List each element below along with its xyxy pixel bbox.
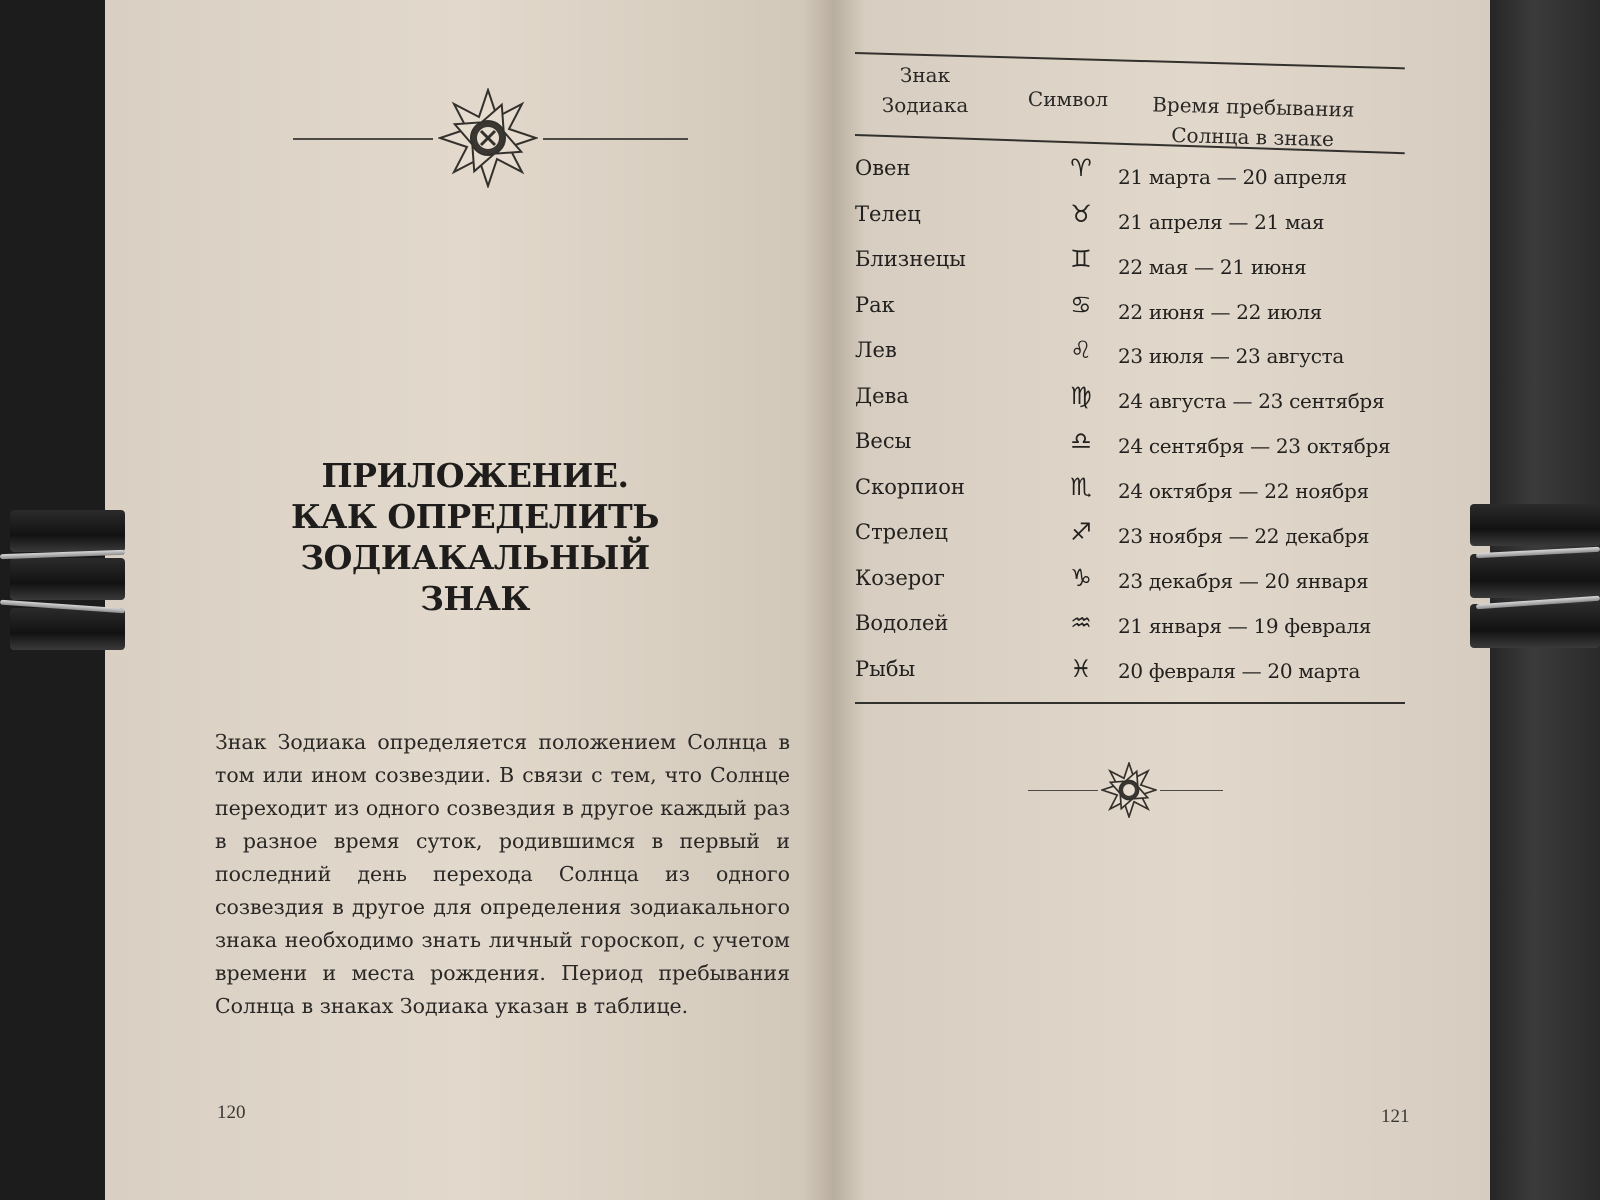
ornament-rule-left <box>293 138 433 140</box>
sun-period: 23 июля — 23 августа <box>1118 344 1345 369</box>
sun-period: 23 декабря — 20 января <box>1118 568 1369 593</box>
clip-jaw <box>1470 604 1600 648</box>
binder-clip-right <box>1468 500 1600 660</box>
clip-jaw <box>1470 554 1600 598</box>
zodiac-symbol-icon: ♐ <box>1070 518 1092 546</box>
table-row <box>833 520 1490 560</box>
sun-period: 20 февраля — 20 марта <box>1118 658 1361 683</box>
table-row <box>833 290 1490 333</box>
table-row <box>833 472 1490 515</box>
ornament-rule-left <box>1028 790 1098 791</box>
header-sign-line: Зодиака <box>881 93 969 117</box>
sign-name: Рыбы <box>855 656 916 681</box>
table-row <box>833 381 1490 424</box>
table-row <box>833 611 1490 651</box>
sign-name: Близнецы <box>855 247 966 271</box>
table-row <box>833 156 1490 196</box>
zodiac-symbol-icon: ♏ <box>1070 472 1092 501</box>
header-sign-line: Знак <box>899 63 951 87</box>
table-row <box>833 338 1490 378</box>
body-paragraph: Знак Зодиака определяется положением Солнца в том или ином созвездии. В связи с тем, что Солнце переходит из одного созвездия в другое каждый раз в разное время суток, родившимся в первый и последний день перехода Солнца из одного созвездия в другое для определения зодиакального знака необходимо знать личный гороскоп, с учетом времени и места рождения. Период пребывания Солнца в знаках Зодиака указан в таблице. <box>215 730 790 1018</box>
table-bottom-rule <box>855 702 1405 704</box>
sign-name: Стрелец <box>855 520 948 544</box>
page-number-right: 121 <box>1381 1106 1410 1127</box>
header-period-line: Солнца в знаке <box>1170 122 1335 152</box>
title-line: ПРИЛОЖЕНИЕ. <box>321 456 629 495</box>
top-ornament <box>293 88 688 188</box>
zodiac-symbol-icon: ♑ <box>1070 563 1092 592</box>
sun-period: 21 апреля — 21 мая <box>1118 209 1325 234</box>
header-sign <box>855 60 995 120</box>
table-row <box>833 199 1490 242</box>
sun-period: 23 ноября — 22 декабря <box>1118 523 1370 548</box>
sun-period: 21 января — 19 февраля <box>1118 613 1372 638</box>
sign-name: Овен <box>855 156 911 180</box>
sun-period: 24 октября — 22 ноября <box>1118 479 1369 504</box>
clip-jaw <box>10 558 125 600</box>
sign-name: Весы <box>855 429 912 453</box>
zodiac-symbol-icon: ♍ <box>1070 381 1092 410</box>
sun-period: 24 августа — 23 сентября <box>1118 389 1385 414</box>
clip-jaw <box>1470 504 1600 546</box>
sign-name: Козерог <box>855 565 945 590</box>
zodiac-symbol-icon: ♎ <box>1070 427 1092 455</box>
sign-name: Дева <box>855 383 909 408</box>
sun-period: 22 июня — 22 июля <box>1118 299 1322 324</box>
sign-name: Лев <box>855 338 897 362</box>
zodiac-symbol-icon: ♒ <box>1070 609 1092 637</box>
sun-period: 21 марта — 20 апреля <box>1118 164 1347 189</box>
zodiac-symbol-icon: ♋ <box>1070 290 1092 319</box>
title-line: ЗОДИАКАЛЬНЫЙ <box>300 538 650 577</box>
bottom-ornament <box>1028 762 1223 822</box>
left-page <box>105 0 833 1200</box>
binder-clip-left <box>0 500 130 660</box>
sign-name: Скорпион <box>855 474 965 499</box>
table-row <box>833 654 1490 697</box>
sun-period: 24 сентября — 23 октября <box>1118 434 1391 459</box>
clip-jaw <box>10 510 125 552</box>
star-ornament-icon <box>1101 762 1157 818</box>
zodiac-symbol-icon: ♓ <box>1070 654 1092 683</box>
table-row <box>833 429 1490 469</box>
sign-name: Водолей <box>855 611 949 635</box>
right-page <box>833 0 1490 1200</box>
sign-name: Рак <box>855 292 895 317</box>
sun-period: 22 мая — 21 июня <box>1118 254 1307 279</box>
table-row <box>833 247 1490 287</box>
clip-jaw <box>10 608 125 650</box>
header-period-line: Время пребывания <box>1151 92 1355 122</box>
sign-name: Телец <box>855 201 921 226</box>
chapter-title <box>275 455 675 619</box>
page-number-left: 120 <box>217 1102 246 1123</box>
title-line: ЗНАК <box>420 579 530 618</box>
title-line: КАК ОПРЕДЕЛИТЬ <box>291 497 659 536</box>
zodiac-symbol-icon: ♌ <box>1070 336 1092 364</box>
ornament-rule-right <box>543 138 688 140</box>
header-symbol: Символ <box>1027 87 1109 111</box>
zodiac-symbol-icon: ♈ <box>1070 154 1092 182</box>
zodiac-symbol-icon: ♉ <box>1070 199 1092 228</box>
table-row <box>833 563 1490 606</box>
ornament-rule-right <box>1160 790 1223 791</box>
star-ornament-icon <box>438 88 538 188</box>
zodiac-symbol-icon: ♊ <box>1070 245 1092 273</box>
zodiac-table <box>833 0 1490 1200</box>
